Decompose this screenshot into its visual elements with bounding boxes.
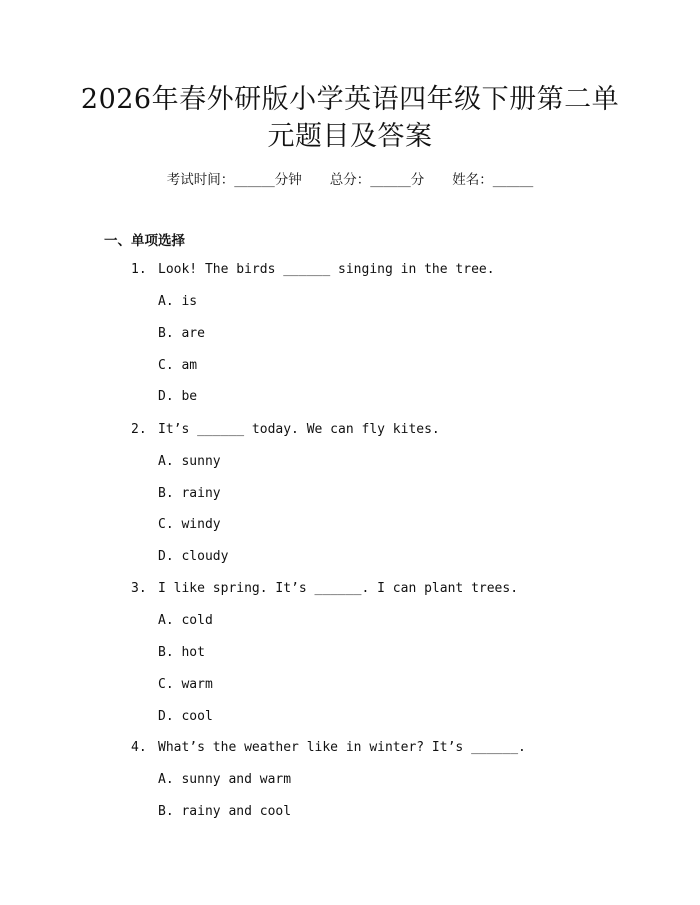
option-3b: B. hot bbox=[158, 645, 205, 660]
option-4b: B. rainy and cool bbox=[158, 804, 292, 819]
question-text: What’s the weather like in winter? It’s ______. bbox=[158, 740, 526, 755]
option-1d: D. be bbox=[158, 389, 198, 404]
exam-score-field: 总分：______分 bbox=[329, 172, 425, 188]
option-2a: A. sunny bbox=[158, 454, 221, 469]
page-title-line-2: 元题目及答案 bbox=[267, 121, 433, 152]
option-2b: B. rainy bbox=[158, 486, 221, 501]
option-1b: B. are bbox=[158, 326, 205, 341]
question-number: 3. bbox=[131, 581, 147, 596]
option-3c: C. warm bbox=[158, 677, 213, 692]
option-1a: A. is bbox=[158, 294, 198, 309]
question-text: I like spring. It’s ______. I can plant trees. bbox=[158, 581, 519, 596]
page-title-line-1: 2026年春外研版小学英语四年级下册第二单 bbox=[80, 84, 620, 115]
option-1c: C. am bbox=[158, 358, 198, 373]
option-4a: A. sunny and warm bbox=[158, 772, 292, 787]
exam-name-field: 姓名：______ bbox=[452, 172, 534, 188]
question-text: It’s ______ today. We can fly kites. bbox=[158, 422, 440, 437]
question-number: 4. bbox=[131, 740, 147, 755]
exam-meta bbox=[0, 168, 700, 188]
question-number: 1. bbox=[131, 262, 147, 277]
option-2c: C. windy bbox=[158, 517, 221, 532]
option-3d: D. cool bbox=[158, 709, 213, 724]
question-text: Look! The birds ______ singing in the tree. bbox=[158, 262, 495, 277]
section-heading: 一、单项选择 bbox=[104, 233, 185, 249]
exam-time-field: 考试时间：______分钟 bbox=[166, 172, 302, 188]
question-number: 2. bbox=[131, 422, 147, 437]
option-3a: A. cold bbox=[158, 613, 213, 628]
option-2d: D. cloudy bbox=[158, 549, 229, 564]
